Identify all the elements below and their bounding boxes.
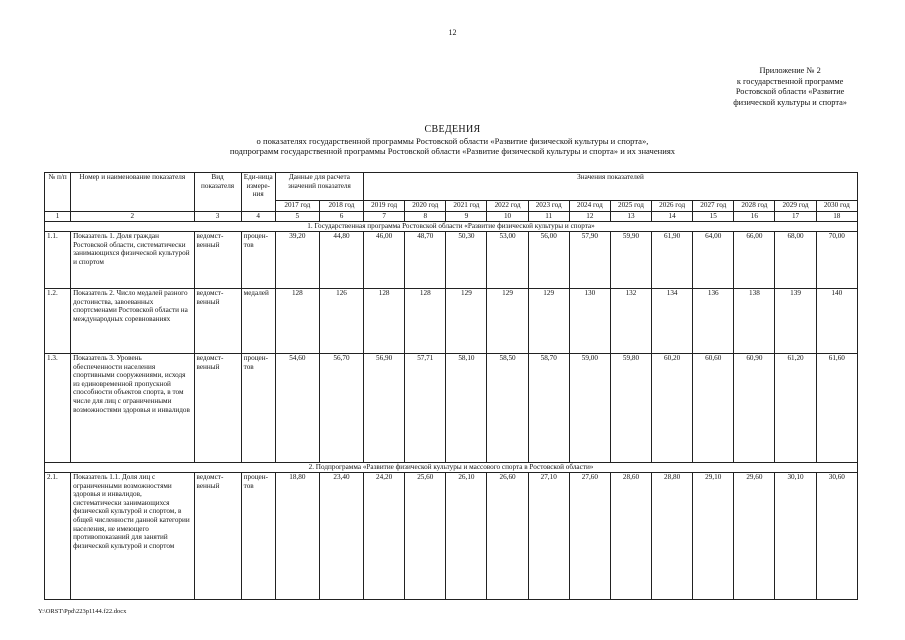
- column-number: 17: [775, 212, 816, 222]
- indicator-value: 60,20: [652, 354, 693, 463]
- appendix-caption: [733, 66, 847, 108]
- row-number: 1.3.: [45, 354, 71, 463]
- indicator-value: 27,60: [569, 473, 610, 600]
- file-path-footer: Y:\ORST\Ppd\223p1144.f22.docx: [38, 608, 127, 615]
- indicator-value: 128: [364, 289, 405, 354]
- indicator-value: 18,80: [275, 473, 319, 600]
- indicator-value: 136: [693, 289, 734, 354]
- heading-line-2: подпрограмм государственной программы Ростовской области «Развитие физической культуры и спорта» и их значениях: [229, 146, 676, 156]
- year-header: 2026 год: [652, 201, 693, 212]
- indicator-value: 56,90: [364, 354, 405, 463]
- indicator-value: 28,80: [652, 473, 693, 600]
- indicator-value: 61,20: [775, 354, 816, 463]
- indicator-value: 30,10: [775, 473, 816, 600]
- row-number: 1.1.: [45, 232, 71, 289]
- indicator-value: 60,90: [734, 354, 775, 463]
- table-row: [45, 289, 858, 354]
- year-header: 2029 год: [775, 201, 816, 212]
- column-number: 15: [693, 212, 734, 222]
- year-header: 2027 год: [693, 201, 734, 212]
- indicator-unit: процен-тов: [241, 473, 275, 600]
- indicator-value: 58,50: [487, 354, 528, 463]
- column-number: 6: [319, 212, 363, 222]
- indicator-value: 57,71: [405, 354, 446, 463]
- indicator-value: 61,90: [652, 232, 693, 289]
- indicator-value: 29,60: [734, 473, 775, 600]
- indicator-value: 23,40: [319, 473, 363, 600]
- indicator-value: 44,80: [319, 232, 363, 289]
- indicator-type: ведомст-венный: [194, 354, 241, 463]
- indicator-unit: процен-тов: [241, 354, 275, 463]
- document-heading: [0, 124, 905, 156]
- year-header: 2018 год: [319, 201, 363, 212]
- indicator-value: 59,00: [569, 354, 610, 463]
- indicator-value: 129: [528, 289, 569, 354]
- appendix-line-4: физической культуры и спорта»: [733, 97, 847, 107]
- appendix-line-3: Ростовской области «Развитие: [735, 87, 845, 96]
- indicator-value: 129: [487, 289, 528, 354]
- table-row: [45, 473, 858, 600]
- indicator-value: 46,00: [364, 232, 405, 289]
- year-header: 2022 год: [487, 201, 528, 212]
- indicator-name: Показатель 1. Доля граждан Ростовской области, систематически занимающихся физической культурой и спортом: [71, 232, 194, 289]
- indicator-value: 70,00: [816, 232, 857, 289]
- indicator-value: 66,00: [734, 232, 775, 289]
- header-type: Вид показателя: [194, 173, 241, 212]
- indicator-value: 58,10: [446, 354, 487, 463]
- indicator-unit: процен-тов: [241, 232, 275, 289]
- indicator-value: 39,20: [275, 232, 319, 289]
- heading-title: СВЕДЕНИЯ: [424, 124, 481, 135]
- indicator-value: 128: [405, 289, 446, 354]
- table-row: [45, 354, 858, 463]
- indicator-value: 26,10: [446, 473, 487, 600]
- table-row: [45, 232, 858, 289]
- header-base: Данные для расчета значений показателя: [275, 173, 363, 201]
- year-header: 2030 год: [816, 201, 857, 212]
- year-header: 2023 год: [528, 201, 569, 212]
- column-number: 11: [528, 212, 569, 222]
- indicator-value: 61,60: [816, 354, 857, 463]
- indicator-value: 134: [652, 289, 693, 354]
- indicator-value: 126: [319, 289, 363, 354]
- indicator-value: 48,70: [405, 232, 446, 289]
- indicator-value: 128: [275, 289, 319, 354]
- row-number: 1.2.: [45, 289, 71, 354]
- page-number: 12: [448, 28, 457, 37]
- indicator-value: 56,70: [319, 354, 363, 463]
- header-name: Номер и наименование показателя: [71, 173, 194, 212]
- indicator-value: 24,20: [364, 473, 405, 600]
- indicator-value: 30,60: [816, 473, 857, 600]
- year-header: 2024 год: [569, 201, 610, 212]
- indicator-value: 59,90: [610, 232, 651, 289]
- column-number: 18: [816, 212, 857, 222]
- indicator-value: 29,10: [693, 473, 734, 600]
- indicator-value: 140: [816, 289, 857, 354]
- column-number: 4: [241, 212, 275, 222]
- column-number: 2: [71, 212, 194, 222]
- year-header: 2021 год: [446, 201, 487, 212]
- indicator-value: 132: [610, 289, 651, 354]
- indicator-type: ведомст-венный: [194, 232, 241, 289]
- indicator-value: 54,60: [275, 354, 319, 463]
- section-1-title: 1. Государственная программа Ростовской области «Развитие физической культуры и спорта»: [45, 222, 858, 232]
- year-header: 2019 год: [364, 201, 405, 212]
- indicator-value: 139: [775, 289, 816, 354]
- year-header: 2017 год: [275, 201, 319, 212]
- header-no: № п/п: [45, 173, 71, 212]
- indicator-value: 130: [569, 289, 610, 354]
- indicator-value: 58,70: [528, 354, 569, 463]
- year-header: 2020 год: [405, 201, 446, 212]
- heading-line-1: о показателях государственной программы Ростовской области «Развитие физической культуры и спорта»,: [256, 136, 649, 146]
- indicator-value: 60,60: [693, 354, 734, 463]
- header-values: Значения показателей: [364, 173, 858, 201]
- column-number: 3: [194, 212, 241, 222]
- year-header: 2025 год: [610, 201, 651, 212]
- column-number: 16: [734, 212, 775, 222]
- indicator-name: Показатель 3. Уровень обеспеченности населения спортивными сооружениями, исходя из единовременной пропускной способности объектов спорта, в том числе для лиц с ограниченными возможностями здоровья и инвалидов: [71, 354, 194, 463]
- indicator-type: ведомст-венный: [194, 289, 241, 354]
- indicators-table: [44, 172, 858, 600]
- column-number: 8: [405, 212, 446, 222]
- year-header: 2028 год: [734, 201, 775, 212]
- column-number: 5: [275, 212, 319, 222]
- indicator-type: ведомст-венный: [194, 473, 241, 600]
- indicator-value: 68,00: [775, 232, 816, 289]
- appendix-line-1: Приложение № 2: [759, 66, 821, 75]
- indicator-value: 50,30: [446, 232, 487, 289]
- indicator-value: 59,80: [610, 354, 651, 463]
- indicator-name: Показатель 2. Число медалей разного достоинства, завоеванных спортсменами Ростовской области на международных соревнованиях: [71, 289, 194, 354]
- indicator-value: 64,00: [693, 232, 734, 289]
- row-number: 2.1.: [45, 473, 71, 600]
- column-number: 12: [569, 212, 610, 222]
- appendix-line-2: к государственной программе: [736, 76, 844, 86]
- column-number: 13: [610, 212, 651, 222]
- indicator-unit: медалей: [241, 289, 275, 354]
- indicator-value: 53,00: [487, 232, 528, 289]
- column-number: 10: [487, 212, 528, 222]
- section-2-title: 2. Подпрограмма «Развитие физической культуры и массового спорта в Ростовской области»: [45, 463, 858, 473]
- header-unit: Еди-ница измере-ния: [241, 173, 275, 212]
- column-number: 9: [446, 212, 487, 222]
- column-number: 14: [652, 212, 693, 222]
- indicator-value: 56,00: [528, 232, 569, 289]
- column-number: 1: [45, 212, 71, 222]
- indicator-name: Показатель 1.1. Доля лиц с ограниченными возможностями здоровья и инвалидов, систематически занимающихся физической культурой и спортом, в общей численности данной категории населения, не имеющего противопоказаний для занятий физической культурой и спортом: [71, 473, 194, 600]
- indicator-value: 57,90: [569, 232, 610, 289]
- indicator-value: 28,60: [610, 473, 651, 600]
- indicator-value: 27,10: [528, 473, 569, 600]
- indicator-value: 138: [734, 289, 775, 354]
- indicator-value: 25,60: [405, 473, 446, 600]
- indicator-value: 129: [446, 289, 487, 354]
- column-number: 7: [364, 212, 405, 222]
- indicator-value: 26,60: [487, 473, 528, 600]
